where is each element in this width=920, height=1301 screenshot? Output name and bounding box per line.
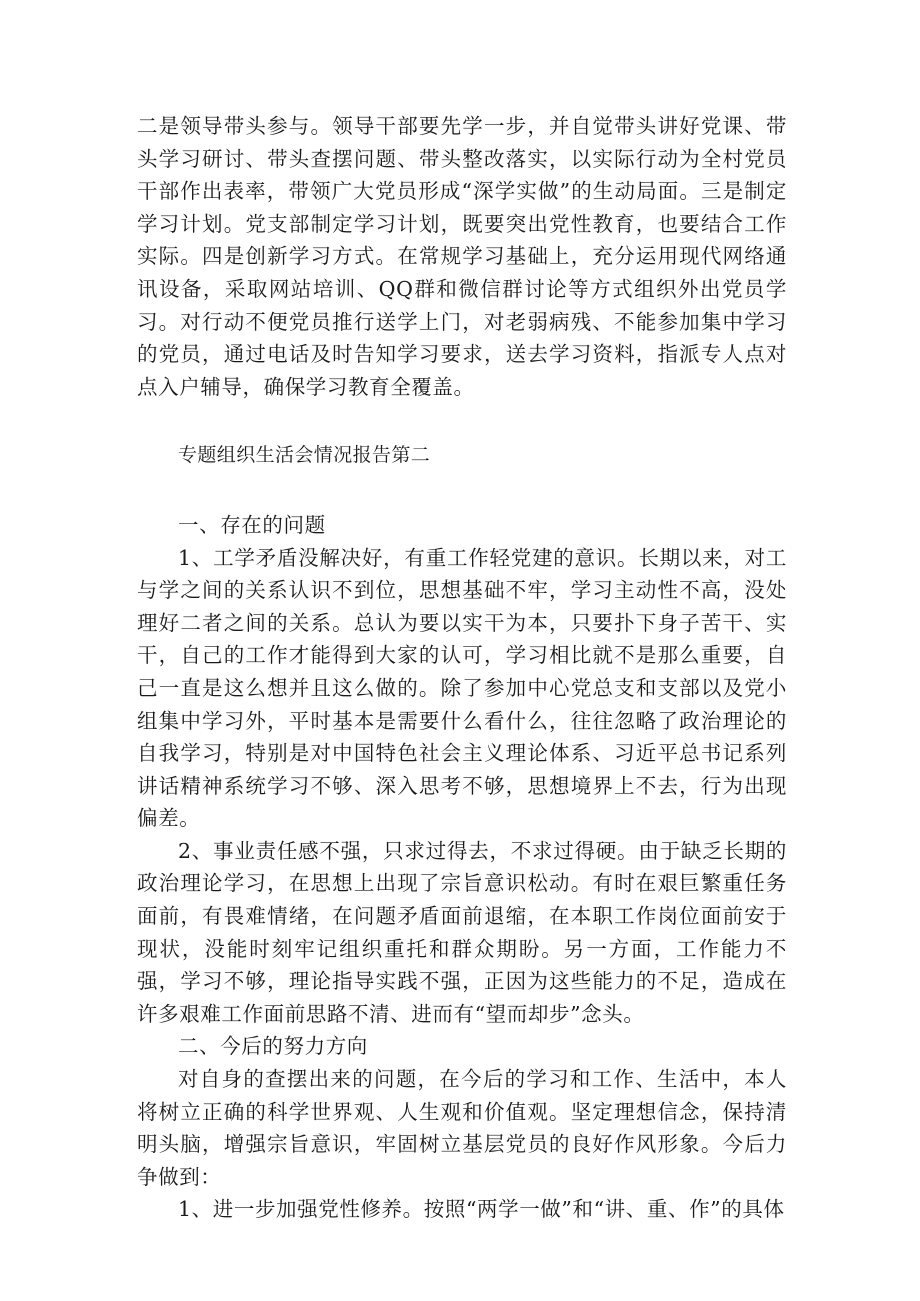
- problem-item-2: 2、事业责任感不强，只求过得去，不求过得硬。由于缺乏长期的政治理论学习，在思想上出现了宗旨意识松动。有时在艰巨繁重任务面前，有畏难情绪，在问题矛盾面前退缩，在本职工作岗位面前安于现状，没能时刻牢记组织重托和群众期盼。另一方面，工作能力不强，学习不够，理论指导实践不强，正因为这些能力的不足，造成在许多艰难工作面前思路不清、进而有“望而却步”念头。: [137, 838, 787, 1026]
- document-page: [137, 110, 787, 1226]
- document-title: 专题组织生活会情况报告第二: [178, 444, 431, 467]
- spacer: [137, 403, 787, 439]
- spacer: [137, 472, 787, 509]
- problem-item-1: 1、工学矛盾没解决好，有重工作轻党建的意识。长期以来，对工与学之间的关系认识不到位，思想基础不牢，学习主动性不高，没处理好二者之间的关系。总认为要以实干为本，只要扑下身子苦干、实干，自己的工作才能得到大家的认可，学习相比就不是那么重要，自己一直是这么想并且这么做的。除了参加中心党总支和支部以及党小组集中学习外，平时基本是需要什么看什么，往往忽略了政治理论的自我学习，特别是对中国特色社会主义理论体系、习近平总书记系列讲话精神系统学习不够、深入思考不够，思想境界上不去，行为出现偏差。: [137, 545, 787, 831]
- intro-paragraph: 二是领导带头参与。领导干部要先学一步，并自觉带头讲好党课、带头学习研讨、带头查摆问题、带头整改落实，以实际行动为全村党员干部作出表率，带领广大党员形成“深学实做”的生动局面。三是制定学习计划。党支部制定学习计划，既要突出党性教育，也要结合工作实际。四是创新学习方式。在常规学习基础上，充分运用现代网络通讯设备，采取网站培训、QQ群和微信群讨论等方式组织外出党员学习。对行动不便党员推行送学上门，对老弱病残、不能参加集中学习的党员，通过电话及时告知学习要求，送去学习资料，指派专人点对点入户辅导，确保学习教育全覆盖。: [137, 114, 787, 399]
- section-heading-direction: 二、今后的努力方向: [178, 1034, 368, 1059]
- direction-intro: 对自身的查摆出来的问题，在今后的学习和工作、生活中，本人将树立正确的科学世界观、人生观和价值观。坚定理想信念，保持清明头脑，增强宗旨意识，牢固树立基层党员的良好作风形象。今后力争做到：: [137, 1067, 787, 1189]
- section-heading-problems: 一、存在的问题: [178, 512, 326, 537]
- direction-item-1: 1、进一步加强党性修养。按照“两学一做”和“讲、重、作”的具体: [178, 1197, 785, 1222]
